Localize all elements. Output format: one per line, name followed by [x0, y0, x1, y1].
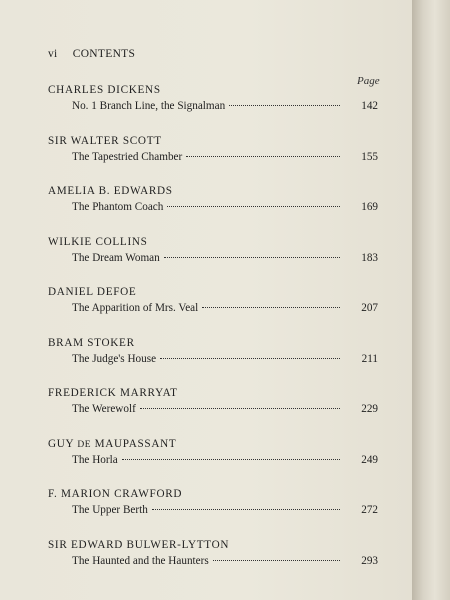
entry-page: 169	[361, 201, 378, 213]
contents-entry	[48, 387, 378, 438]
dot-leader	[229, 105, 340, 106]
entry-page: 229	[361, 403, 378, 415]
page-column-label: Page	[357, 75, 380, 87]
entry-page: 142	[361, 100, 378, 112]
entry-title: The Phantom Coach	[72, 201, 164, 213]
entry-title: The Dream Woman	[72, 251, 160, 264]
entry-author: WILKIE COLLINS	[48, 235, 148, 248]
entry-line	[72, 454, 378, 466]
dot-leader	[213, 560, 340, 561]
entry-title: The Upper Berth	[72, 504, 148, 516]
entry-page: 183	[361, 251, 378, 264]
entry-title: The Haunted and the Haunters	[72, 554, 209, 567]
entry-author-particle: DE	[77, 439, 92, 450]
dot-leader	[164, 257, 340, 258]
contents-entry	[48, 539, 378, 590]
dot-leader	[160, 358, 340, 359]
entry-line	[72, 555, 378, 567]
entry-line	[72, 100, 378, 112]
entry-line	[72, 504, 378, 516]
entry-author: SIR EDWARD BULWER-LYTTON	[48, 538, 230, 551]
dot-leader	[167, 206, 340, 207]
entry-author: FREDERICK MARRYAT	[48, 387, 178, 399]
entry-page: 272	[361, 504, 378, 516]
entry-page: 211	[361, 352, 378, 365]
entry-line	[72, 151, 378, 163]
entry-page: 155	[361, 150, 378, 163]
entry-title: No. 1 Branch Line, the Signalman	[72, 100, 226, 112]
contents-entry	[48, 84, 378, 135]
entry-author: F. MARION CRAWFORD	[48, 488, 183, 500]
entry-line	[72, 201, 378, 213]
entry-line	[72, 353, 378, 365]
entry-line	[72, 403, 378, 415]
entry-author: DANIEL DEFOE	[48, 286, 137, 298]
header-page-number: vi	[48, 48, 58, 60]
entry-author: SIR WALTER SCOTT	[48, 134, 162, 147]
entry-page: 293	[361, 554, 378, 567]
dot-leader	[202, 307, 340, 308]
contents-list	[48, 84, 378, 589]
entry-author-part: GUY	[48, 437, 78, 450]
entry-title: The Horla	[72, 453, 118, 466]
contents-entry	[48, 337, 378, 388]
entry-author: CHARLES DICKENS	[48, 84, 161, 96]
header-section-title: CONTENTS	[72, 48, 136, 60]
dot-leader	[140, 408, 340, 409]
contents-entry	[48, 488, 378, 539]
entry-title: The Werewolf	[72, 403, 136, 415]
dot-leader	[186, 156, 340, 157]
entry-author: AMELIA B. EDWARDS	[48, 185, 173, 197]
entry-title: The Tapestried Chamber	[72, 150, 183, 163]
entry-title: The Judge's House	[72, 352, 157, 365]
running-header	[48, 48, 135, 60]
contents-entry	[48, 185, 378, 236]
book-gutter	[412, 0, 450, 600]
entry-title: The Apparition of Mrs. Veal	[72, 302, 199, 314]
entry-line	[72, 302, 378, 314]
entry-author-part: MAUPASSANT	[91, 437, 177, 450]
entry-line	[72, 252, 378, 264]
entry-author: BRAM STOKER	[48, 336, 135, 349]
dot-leader	[122, 459, 340, 460]
contents-entry	[48, 438, 378, 489]
entry-page: 249	[361, 453, 378, 466]
contents-entry	[48, 236, 378, 287]
dot-leader	[152, 509, 340, 510]
entry-page: 207	[361, 302, 378, 314]
entry-author	[48, 438, 176, 450]
contents-entry	[48, 135, 378, 186]
contents-entry	[48, 286, 378, 337]
